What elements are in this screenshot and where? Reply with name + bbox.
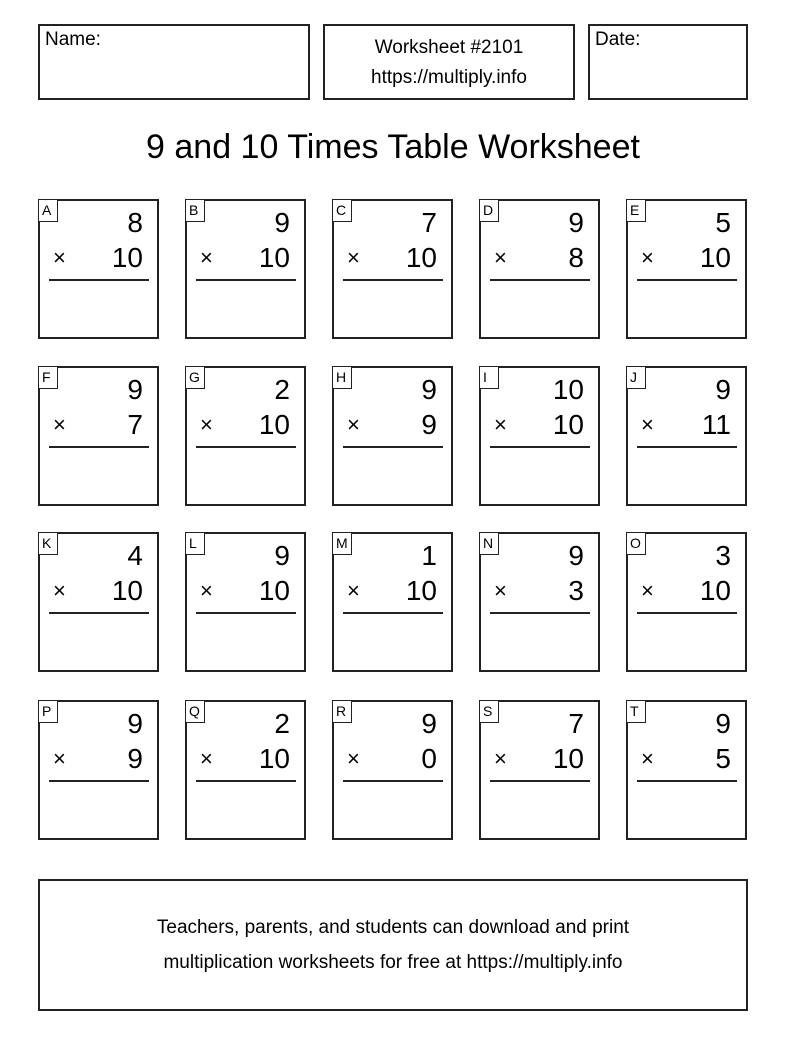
problem-card [332,532,453,672]
multiplicand: 7 [421,207,437,238]
multiplicand: 9 [127,374,143,405]
problem-card [332,199,453,339]
problem-letter: M [332,532,352,555]
problem-letter: J [626,366,646,389]
problem-letter: E [626,199,646,222]
answer-line [49,612,149,614]
times-sign: × [641,578,654,603]
multiplier: 10 [258,575,290,606]
date-label: Date: [595,29,641,50]
problem-card [479,700,600,840]
problem-card [185,700,306,840]
worksheet-info-box [323,24,575,100]
problem-letter: R [332,700,352,723]
problem-card [332,366,453,506]
problem-letter: T [626,700,646,723]
problem-card [38,199,159,339]
multiplier: 7 [127,409,143,440]
answer-line [637,780,737,782]
worksheet-number: Worksheet #2101 [374,37,524,58]
times-sign: × [200,412,213,437]
multiplicand: 5 [715,207,731,238]
multiplier: 10 [405,575,437,606]
answer-line [490,612,590,614]
multiplicand: 9 [127,708,143,739]
multiplier: 5 [715,743,731,774]
problem-card [185,532,306,672]
multiplicand: 2 [274,708,290,739]
answer-line [196,446,296,448]
problem-letter: H [332,366,352,389]
times-sign: × [494,578,507,603]
multiplicand: 9 [421,708,437,739]
times-sign: × [53,746,66,771]
multiplicand: 8 [127,207,143,238]
name-field-box [38,24,310,100]
multiplier: 10 [552,409,584,440]
problem-card [626,532,747,672]
answer-line [196,279,296,281]
multiplicand: 4 [127,540,143,571]
multiplier: 9 [421,409,437,440]
problem-letter: F [38,366,58,389]
problem-letter: O [626,532,646,555]
answer-line [343,279,443,281]
problem-card [479,199,600,339]
times-sign: × [200,245,213,270]
answer-line [490,446,590,448]
multiplier: 8 [568,242,584,273]
answer-line [637,446,737,448]
times-sign: × [494,746,507,771]
answer-line [343,446,443,448]
multiplicand: 9 [274,540,290,571]
problem-letter: C [332,199,352,222]
answer-line [490,780,590,782]
problem-letter: K [38,532,58,555]
multiplier: 10 [699,575,731,606]
times-sign: × [494,412,507,437]
multiplicand: 9 [715,708,731,739]
multiplier: 10 [111,242,143,273]
footer-line-1: Teachers, parents, and students can download and print [156,917,630,938]
multiplicand: 1 [421,540,437,571]
answer-line [49,279,149,281]
multiplier: 3 [568,575,584,606]
problem-letter: S [479,700,499,723]
times-sign: × [347,578,360,603]
times-sign: × [347,245,360,270]
problem-letter: L [185,532,205,555]
answer-line [49,446,149,448]
answer-line [490,279,590,281]
times-sign: × [200,578,213,603]
problem-card [626,366,747,506]
answer-line [343,612,443,614]
multiplier: 10 [258,743,290,774]
multiplicand: 3 [715,540,731,571]
times-sign: × [347,412,360,437]
answer-line [196,780,296,782]
footer-box [38,879,748,1011]
worksheet-url: https://multiply.info [371,67,527,88]
problem-card [185,199,306,339]
problem-letter: P [38,700,58,723]
times-sign: × [53,578,66,603]
times-sign: × [641,245,654,270]
name-label: Name: [45,29,101,50]
answer-line [637,612,737,614]
problem-card [479,366,600,506]
times-sign: × [494,245,507,270]
times-sign: × [53,245,66,270]
answer-line [196,612,296,614]
problem-card [38,532,159,672]
times-sign: × [641,412,654,437]
answer-line [343,780,443,782]
problem-card [332,700,453,840]
problem-card [626,199,747,339]
multiplicand: 9 [715,374,731,405]
times-sign: × [53,412,66,437]
multiplier: 10 [258,242,290,273]
problem-letter: Q [185,700,205,723]
times-sign: × [641,746,654,771]
problem-letter: D [479,199,499,222]
multiplicand: 9 [421,374,437,405]
multiplier: 10 [552,743,584,774]
page-title: 9 and 10 Times Table Worksheet [146,128,640,166]
problem-letter: A [38,199,58,222]
problem-card [626,700,747,840]
multiplicand: 10 [552,374,584,405]
answer-line [49,780,149,782]
problem-card [185,366,306,506]
problem-card [38,700,159,840]
multiplicand: 7 [568,708,584,739]
multiplicand: 9 [568,207,584,238]
problem-letter: B [185,199,205,222]
multiplier: 11 [701,409,731,440]
footer-line-2: multiplication worksheets for free at https://multiply.info [163,952,623,973]
multiplier: 10 [111,575,143,606]
times-sign: × [347,746,360,771]
multiplier: 0 [421,743,437,774]
multiplier: 9 [127,743,143,774]
multiplicand: 9 [568,540,584,571]
problem-letter: I [479,366,499,389]
problem-letter: G [185,366,205,389]
times-sign: × [200,746,213,771]
multiplier: 10 [405,242,437,273]
problem-card [479,532,600,672]
multiplicand: 9 [274,207,290,238]
answer-line [637,279,737,281]
problem-letter: N [479,532,499,555]
problem-card [38,366,159,506]
multiplier: 10 [699,242,731,273]
date-field-box [588,24,748,100]
multiplicand: 2 [274,374,290,405]
multiplier: 10 [258,409,290,440]
